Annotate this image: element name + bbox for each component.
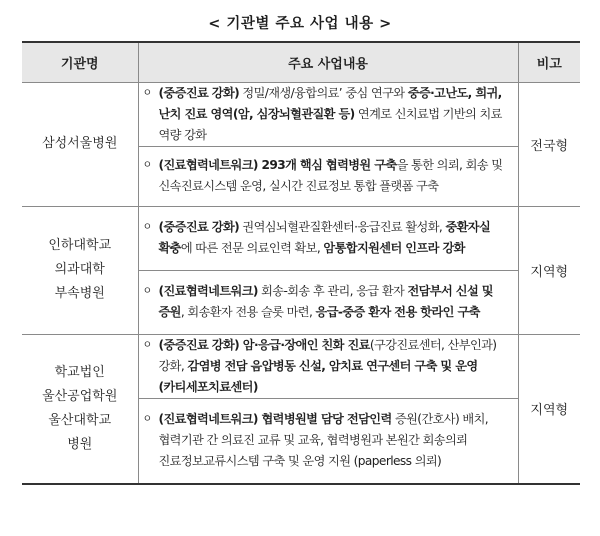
business-item [143, 83, 514, 146]
body-text: 회송-회송 후 관리, 응급 환자 [257, 284, 408, 298]
org-name-line: 울산공업학원 [42, 388, 118, 404]
org-name-cell [22, 334, 138, 484]
emphasis-text: (중증진료 강화) [158, 220, 240, 234]
body-text: 을 통한 의뢰, 회송 및 신속진료시스템 운영, 실시간 진료정보 통합 플랫폼 구축 [158, 158, 503, 193]
business-item [143, 281, 514, 323]
org-name-line: 울산대학교 [48, 412, 112, 428]
business-table [22, 41, 580, 485]
header-org: 기관명 [22, 42, 138, 82]
org-name-line: 부속병원 [54, 286, 105, 301]
item-text [159, 83, 514, 146]
emphasis-text: (진료협력네트워크) 293개 핵심 협력병원 구축 [158, 158, 397, 172]
item-text [159, 281, 514, 323]
table-row [22, 82, 580, 146]
business-item [143, 409, 514, 472]
org-name-cell [22, 206, 138, 334]
emphasis-text: 감염병 전담 음압병동 신설, 암치료 연구센터 구축 및 운영(카티세포치료센터) [158, 358, 478, 394]
content-cell [138, 82, 518, 146]
body-text: 증원(간호사) 배치, 협력기관 간 의료진 교류 및 교육, 협력병원과 본원간 회송의뢰 진료정보교류시스템 구축 및 운영 지원 (paperless 의뢰) [158, 412, 489, 469]
body-text: 연계로 신치료법 기반의 치료 역량 강화 [158, 106, 502, 142]
bullet-icon: ㅇ [142, 160, 152, 171]
content-cell [138, 334, 518, 398]
body-text: (구강진료센터, 산부인과) 강화, [158, 337, 497, 373]
org-name-line: 삼성서울병원 [42, 136, 118, 151]
header-content: 주요 사업내용 [138, 42, 518, 82]
note-cell: 지역형 [518, 206, 580, 334]
bullet-icon: ㅇ [142, 286, 152, 297]
business-item [143, 335, 514, 398]
business-item [143, 217, 514, 259]
org-name-line: 의과대학 [54, 262, 105, 277]
org-name-cell [22, 82, 138, 206]
item-text [159, 155, 514, 197]
table-row [22, 334, 580, 398]
emphasis-text: (진료협력네트워크) 협력병원별 담당 전담인력 [158, 412, 392, 427]
table-row [22, 206, 580, 270]
bullet-icon: ㅇ [142, 414, 152, 426]
body-text: , 회송환자 전용 슬롯 마련, [180, 305, 316, 319]
note-cell: 전국형 [518, 82, 580, 206]
body-text: 정밀/재생/융합의료’ 중심 연구와 [239, 85, 408, 100]
emphasis-text: (진료협력네트워크) [158, 284, 258, 298]
content-cell [138, 398, 518, 484]
emphasis-text: 전담부서 신설 및 증원 [158, 284, 493, 319]
emphasis-text: 중증·고난도, 희귀, 난치 진료 영역(암, 심장뇌혈관질환 등) [158, 85, 502, 121]
item-text [159, 409, 514, 472]
body-text: 권역심뇌혈관질환센터·응급진료 활성화, [239, 220, 446, 234]
page-title: < 기관별 주요 사업 내용 > [208, 16, 392, 32]
item-text [159, 335, 514, 398]
content-cell [138, 206, 518, 270]
emphasis-text: 암통합지원센터 인프라 강화 [323, 241, 465, 255]
content-cell [138, 146, 518, 206]
org-name-line: 학교법인 [54, 364, 105, 380]
content-cell [138, 270, 518, 334]
emphasis-text: (중증진료 강화) [158, 337, 240, 352]
header-note: 비고 [518, 42, 580, 82]
bullet-icon: ㅇ [142, 339, 152, 351]
item-text [159, 217, 514, 259]
body-text: 에 따른 전문 의료인력 확보, [180, 241, 324, 255]
emphasis-text: (중증진료 강화) [158, 85, 240, 100]
org-name-line: 병원 [67, 436, 93, 452]
table-body [22, 82, 580, 484]
table-header-row [22, 42, 580, 82]
org-name-line: 인하대학교 [48, 238, 112, 253]
emphasis-text: 암·응급·장애인 친화 진료 [239, 337, 370, 352]
bullet-icon: ㅇ [142, 87, 152, 99]
emphasis-text: 응급-중증 환자 전용 핫라인 구축 [315, 305, 480, 319]
emphasis-text: 중환자실 확충 [158, 220, 491, 255]
note-cell: 지역형 [518, 334, 580, 484]
bullet-icon: ㅇ [142, 222, 152, 233]
business-item [143, 155, 514, 197]
